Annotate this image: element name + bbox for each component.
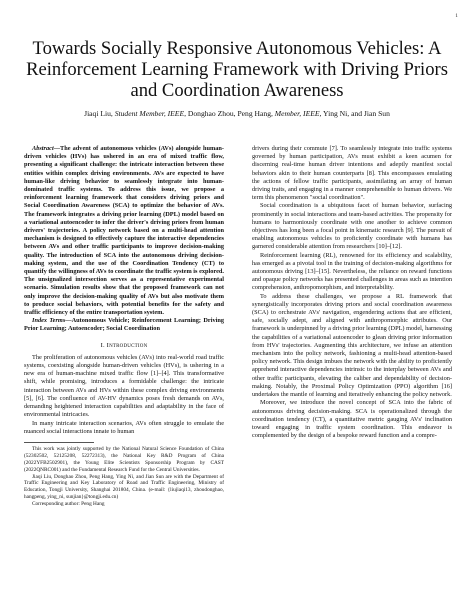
author-affiliation-2: Member, IEEE — [274, 109, 320, 118]
footnote-divider — [24, 442, 94, 443]
footnotes — [24, 446, 224, 508]
footnote-funding: This work was jointly supported by the National Natural Science Foundation of China (52302502, 52125208, 52272313), the National Key R&D Program of China (2022YFB2502901), the Young Elite Scientists Sponsorship Program by CAST (2022QNRC001) and the Fundamental Research Fund for the Central Universities. — [24, 445, 224, 473]
footnote-affiliations: Jiaqi Liu, Donghao Zhou, Peng Hang, Ying Ni, and Jian Sun are with the Department of Traffic Engineering and Key Laboratory of Road and Traffic Engineering, Ministry of Education, Tongji University, Shanghai 201804, China. (e-mail: {liujiaqi13, zhoudonghao, hangpeng, ying_ni, sunjian}@tongji.edu.cn) — [24, 473, 224, 501]
author-names: Jiaqi Liu, — [84, 109, 115, 118]
right-column — [252, 145, 452, 440]
index-terms — [24, 317, 224, 333]
author-names-3: , Ying Ni, and Jian Sun — [319, 109, 390, 118]
author-names-2: , Donghao Zhou, Peng Hang, — [184, 109, 275, 118]
body-paragraph: Reinforcement learning (RL), renowned for its efficiency and scalability, has emerged as a pivotal tool in the training of decision-making algorithms for autonomous driving [13]–[15]. Nevertheless, the reliance on reward functions and opaque policy networks has presented challenges in areas such as intention comprehension, anthropomorphism, and interpretability. — [252, 251, 452, 292]
body-paragraph: Social coordination is a ubiquitous facet of human behavior, surfacing prominently in social interactions and team-based activities. The propensity for humans to harmoniously coordinate with one another to achieve common objectives has long been a focal point in kinematic research [9]. The pursuit of enabling autonomous vehicles to proficiently coordinate with humans has garnered considerable attention from researchers [10]–[12]. — [252, 202, 452, 251]
body-paragraph: Moreover, we introduce the novel concept of SCA into the fabric of autonomous driving decision-making. SCA is operationalized through the coordination tendency (CT), a quantitative metric gauging AVs' inclination toward engaging in traffic system coordination. This endeavor is complemented by the design of a bespoke reward function and a compre- — [252, 399, 452, 440]
author-affiliation: Student Member, IEEE — [114, 109, 185, 118]
intro-paragraph: In many intricate interaction scenarios, AVs often struggle to emulate the nuanced social interactions innate to human — [24, 419, 224, 435]
footnote-corresponding: Corresponding author: Peng Hang — [32, 501, 105, 508]
index-terms-lead: Index Terms — [32, 317, 66, 325]
page-number: 1 — [455, 13, 458, 19]
abstract-lead: Abstract — [32, 145, 54, 152]
paper-title: Towards Socially Responsive Autonomous Vehicles: A Reinforcement Learning Framework with Driving Priors and Coordination Awareness — [26, 38, 448, 101]
body-paragraph: drivers during their commute [7]. To seamlessly integrate into traffic systems governed by human participation, AVs must exhibit a keen acumen for discerning real-time human driver intentions and adeptly manifest social behaviors akin to their human counterparts [8]. This encompasses emulating the actions of fellow traffic participants, assimilating an array of human driving traits, and engaging in a manner comprehensible to human drivers. We term this phenomenon "social coordination". — [252, 145, 452, 202]
abstract-text: —The advent of autonomous vehicles (AVs) alongside human-driven vehicles (HVs) has ushered in an era of mixed traffic flow, presenting a significant challenge: the intricate interaction between these entities within complex driving environments. AVs are expected to have human-like driving behavior to seamlessly integrate into human-dominated traffic systems. To address this issue, we propose a reinforcement learning framework that considers driving priors and Social Coordination Awareness (SCA) to optimize the behavior of AVs. The framework integrates a driving prior learning (DPL) model based on a variational autoencoder to infer the driver's driving priors from human drivers' trajectories. A policy network based on a multi-head attention mechanism is designed to effectively capture the interactive dependencies between AVs and other traffic participants to improve decision-making quality. The introduction of SCA into the autonomous driving decision-making system, and the use of the Coordination Tendency (CT) to quantify the willingness of AVs to coordinate the traffic system is explored. The unsignalized intersection serves as a representative experimental scenario. Simulation results show that the proposed framework can not only improve the decision-making quality of AVs but also motivate them to produce social behaviors, with potential benefits for the safety and traffic efficiency of the entire transportation system. — [24, 145, 224, 317]
author-line — [24, 109, 450, 119]
body-paragraph: To address these challenges, we propose a RL framework that synergistically incorporates driving priors and social coordination awareness (SCA) to orchestrate AVs' navigation, engendering actions that are efficient, safe, socially adept, and aligned with anthropomorphic attributes. Our framework is underpinned by a driving prior learning (DPL) model, harnessing the capabilities of a variational autoencoder to glean driving prior information from HVs' trajectories. Augmenting this architecture, we infuse an attention mechanism into the policy network, fashioning a multi-head attention-based policy network. This design imbues the network with the ability to proficiently apprehend interactive dependencies intrinsic to the interplay between AVs and other traffic participants, elevating the caliber and dependability of decision-making. Notably, the Proximal Policy Optimization (PPO) algorithm [16] undertakes the mantle of learning and iteratively enhancing the policy network. — [252, 292, 452, 399]
intro-paragraph: The proliferation of autonomous vehicles (AVs) into real-world road traffic systems, coexisting alongside human-driven vehicles (HVs), is ushering in a new era of human-machine mixed traffic flow [1]–[4]. This transformative shift, while promising, introduces a formidable challenge: the intricate interaction between AVs and HVs within these complex driving environments [5], [6]. The confluence of AV-HV dynamics poses fresh demands on AVs, demanding heightened interaction capabilities and adaptability in the face of environmental intricacies. — [24, 353, 224, 419]
section-heading-introduction: I. Introduction — [100, 341, 148, 349]
left-column — [24, 145, 224, 508]
index-terms-text: —Autonomous Vehicle; Reinforcement Learning; Driving Prior Learning; Autoencoder; Social Coordination — [24, 317, 224, 333]
abstract — [24, 145, 224, 317]
